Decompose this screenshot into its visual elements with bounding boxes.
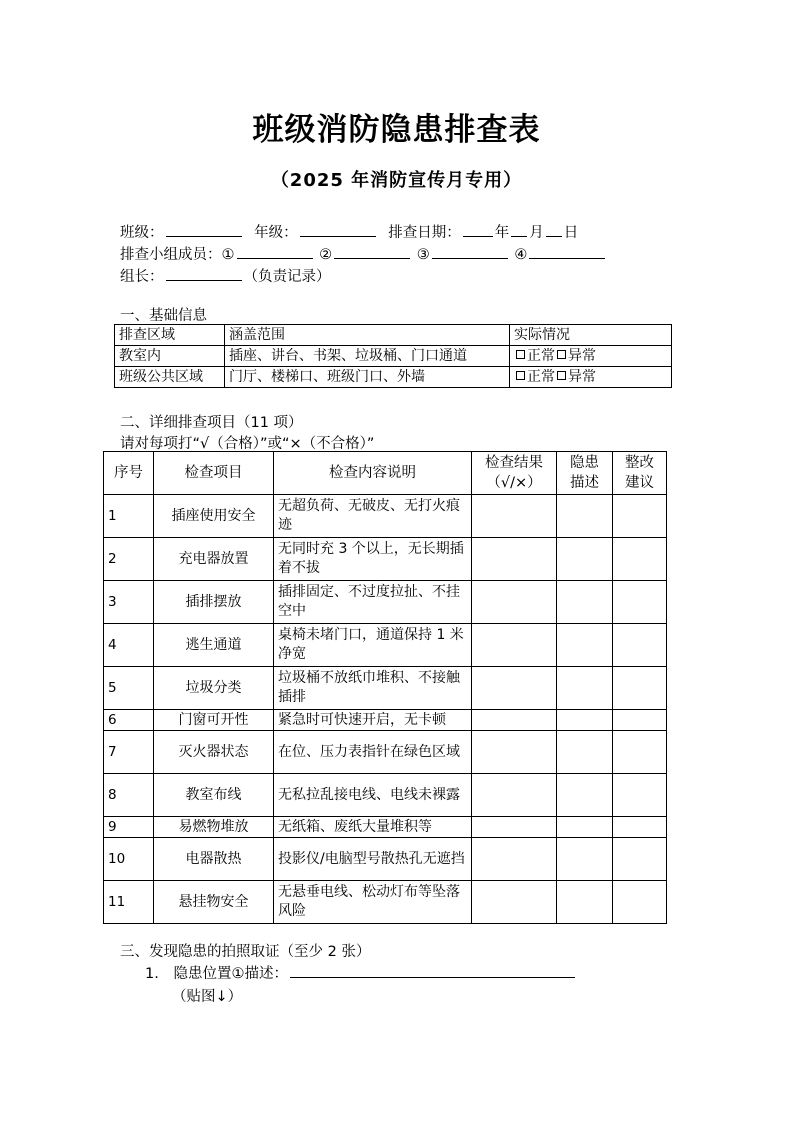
desc-cell: 无同时充 3 个以上，无长期插着不拔 (274, 538, 472, 581)
leader-field[interactable] (166, 265, 242, 281)
date-label: 排查日期： (388, 225, 461, 241)
member-1-field[interactable] (237, 243, 313, 259)
page-title: 班级消防隐患排查表 (252, 112, 541, 148)
header-result-line1: 检查结果 (485, 455, 543, 471)
desc-cell: 在位、压力表指针在绿色区域 (274, 731, 472, 774)
table-row (104, 774, 667, 817)
result-cell[interactable] (472, 667, 557, 710)
fix-cell[interactable] (613, 581, 667, 624)
header-hazard-line2: 描述 (570, 475, 599, 491)
abnormal-label: 异常 (568, 347, 596, 364)
item-cell: 插座使用安全 (154, 495, 274, 538)
desc-cell: 垃圾桶不放纸巾堆积、不接触插排 (274, 667, 472, 710)
area-cell: 教室内 (115, 346, 225, 367)
member-2-marker: ② (319, 247, 333, 263)
member-2-field[interactable] (334, 243, 410, 259)
area-cell: 班级公共区域 (115, 367, 225, 388)
photo-item-1 (145, 962, 577, 983)
abnormal-checkbox[interactable] (557, 371, 566, 380)
class-label: 班级： (120, 225, 164, 241)
info-line-class (120, 221, 578, 242)
desc-cell: 桌椅未堵门口，通道保持 1 米净宽 (274, 624, 472, 667)
fix-cell[interactable] (613, 667, 667, 710)
normal-label: 正常 (527, 368, 555, 385)
leader-note: （负责记录） (243, 269, 331, 285)
item-cell: 电器散热 (154, 838, 274, 881)
fix-cell[interactable] (613, 495, 667, 538)
normal-checkbox[interactable] (516, 350, 525, 359)
normal-label: 正常 (527, 347, 555, 364)
header-hazard-line1: 隐患 (570, 455, 599, 471)
item-cell: 易燃物堆放 (154, 817, 274, 838)
info-line-leader (120, 265, 331, 286)
no-cell: 11 (104, 881, 154, 924)
item-cell: 逃生通道 (154, 624, 274, 667)
fix-cell[interactable] (613, 624, 667, 667)
table-row (104, 838, 667, 881)
hazard-cell[interactable] (557, 581, 613, 624)
fix-cell[interactable] (613, 774, 667, 817)
table-row (104, 667, 667, 710)
member-3-field[interactable] (432, 243, 508, 259)
no-cell: 8 (104, 774, 154, 817)
no-cell: 5 (104, 667, 154, 710)
hazard-cell[interactable] (557, 731, 613, 774)
desc-cell: 无纸箱、废纸大量堆积等 (274, 817, 472, 838)
hazard-cell[interactable] (557, 667, 613, 710)
item-cell: 门窗可开性 (154, 710, 274, 731)
desc-cell: 无超负荷、无破皮、无打火痕迹 (274, 495, 472, 538)
photo-item-1-field[interactable] (290, 962, 575, 978)
item-cell: 充电器放置 (154, 538, 274, 581)
table-row (115, 346, 672, 367)
no-cell: 9 (104, 817, 154, 838)
table-row (104, 731, 667, 774)
date-month-label: 月 (529, 225, 544, 241)
no-cell: 3 (104, 581, 154, 624)
header-area: 排查区域 (115, 325, 225, 346)
table-row (104, 538, 667, 581)
grade-label: 年级： (254, 225, 298, 241)
member-4-marker: ④ (514, 247, 528, 263)
photo-item-1-note: （贴图↓） (172, 989, 243, 1005)
date-year-field[interactable] (463, 221, 493, 237)
item-cell: 插排摆放 (154, 581, 274, 624)
no-cell: 4 (104, 624, 154, 667)
result-cell[interactable] (472, 881, 557, 924)
fix-cell[interactable] (613, 881, 667, 924)
no-cell: 7 (104, 731, 154, 774)
member-1-marker: ① (221, 247, 235, 263)
member-4-field[interactable] (529, 243, 605, 259)
result-cell[interactable] (472, 495, 557, 538)
fix-cell[interactable] (613, 710, 667, 731)
inspection-table-body (104, 495, 667, 924)
desc-cell: 插排固定、不过度拉扯、不挂空中 (274, 581, 472, 624)
result-cell[interactable] (472, 731, 557, 774)
hazard-cell[interactable] (557, 817, 613, 838)
desc-cell: 无悬垂电线、松动灯布等坠落风险 (274, 881, 472, 924)
item-cell: 灭火器状态 (154, 731, 274, 774)
scope-cell: 插座、讲台、书架、垃圾桶、门口通道 (225, 346, 510, 367)
basic-info-table (114, 324, 672, 388)
section3-heading: 三、发现隐患的拍照取证（至少 2 张） (120, 944, 371, 960)
status-cell (510, 346, 672, 367)
hazard-cell[interactable] (557, 710, 613, 731)
no-cell: 10 (104, 838, 154, 881)
inspection-table (103, 451, 667, 924)
date-year-label: 年 (494, 225, 510, 241)
table-row (104, 624, 667, 667)
result-cell[interactable] (472, 581, 557, 624)
scope-cell: 门厅、楼梯口、班级门口、外墙 (225, 367, 510, 388)
header-result-line2: （√/×） (486, 475, 542, 491)
photo-item-1-number: 1. (145, 966, 159, 982)
item-cell: 教室布线 (154, 774, 274, 817)
header-no: 序号 (104, 452, 154, 495)
no-cell: 6 (104, 710, 154, 731)
page-subtitle: （2025 年消防宣传月专用） (270, 170, 523, 191)
hazard-cell[interactable] (557, 838, 613, 881)
hazard-cell[interactable] (557, 881, 613, 924)
header-scope: 涵盖范围 (225, 325, 510, 346)
no-cell: 1 (104, 495, 154, 538)
fix-cell[interactable] (613, 817, 667, 838)
normal-checkbox[interactable] (516, 371, 525, 380)
header-result (472, 452, 557, 495)
hazard-cell[interactable] (557, 495, 613, 538)
header-fix (613, 452, 667, 495)
members-label: 排查小组成员： (120, 247, 222, 263)
item-cell: 悬挂物安全 (154, 881, 274, 924)
desc-cell: 无私拉乱接电线、电线未裸露 (274, 774, 472, 817)
section1-heading: 一、基础信息 (120, 308, 207, 324)
desc-cell: 投影仪/电脑型号散热孔无遮挡 (274, 838, 472, 881)
table-row (104, 581, 667, 624)
fix-cell[interactable] (613, 838, 667, 881)
section2-heading: 二、详细排查项目（11 项） (120, 415, 303, 431)
section2-instruction: 请对每项打“√（合格）”或“×（不合格）” (120, 436, 375, 452)
result-cell[interactable] (472, 624, 557, 667)
result-cell[interactable] (472, 774, 557, 817)
fix-cell[interactable] (613, 538, 667, 581)
status-cell (510, 367, 672, 388)
header-desc: 检查内容说明 (274, 452, 472, 495)
grade-field[interactable] (300, 221, 376, 237)
hazard-cell[interactable] (557, 538, 613, 581)
leader-label: 组长： (120, 269, 164, 285)
date-day-field[interactable] (546, 221, 562, 237)
header-hazard (557, 452, 613, 495)
header-fix-line2: 建议 (625, 475, 654, 491)
hazard-cell[interactable] (557, 774, 613, 817)
header-item: 检查项目 (154, 452, 274, 495)
no-cell: 2 (104, 538, 154, 581)
item-cell: 垃圾分类 (154, 667, 274, 710)
date-month-field[interactable] (511, 221, 527, 237)
table-header-row (104, 452, 667, 495)
fix-cell[interactable] (613, 731, 667, 774)
table-row (115, 367, 672, 388)
table-row (104, 881, 667, 924)
table-row (104, 817, 667, 838)
date-day-label: 日 (563, 225, 579, 241)
photo-item-1-text: 隐患位置①描述： (173, 966, 288, 982)
class-field[interactable] (166, 221, 242, 237)
abnormal-checkbox[interactable] (557, 350, 566, 359)
table-row (104, 495, 667, 538)
result-cell[interactable] (472, 838, 557, 881)
table-row (104, 710, 667, 731)
info-line-members (120, 243, 607, 264)
result-cell[interactable] (472, 538, 557, 581)
result-cell[interactable] (472, 710, 557, 731)
desc-cell: 紧急时可快速开启，无卡顿 (274, 710, 472, 731)
header-fix-line1: 整改 (625, 455, 654, 471)
hazard-cell[interactable] (557, 624, 613, 667)
header-status: 实际情况 (510, 325, 672, 346)
member-3-marker: ③ (416, 247, 430, 263)
abnormal-label: 异常 (568, 368, 596, 385)
table-header-row (115, 325, 672, 346)
result-cell[interactable] (472, 817, 557, 838)
